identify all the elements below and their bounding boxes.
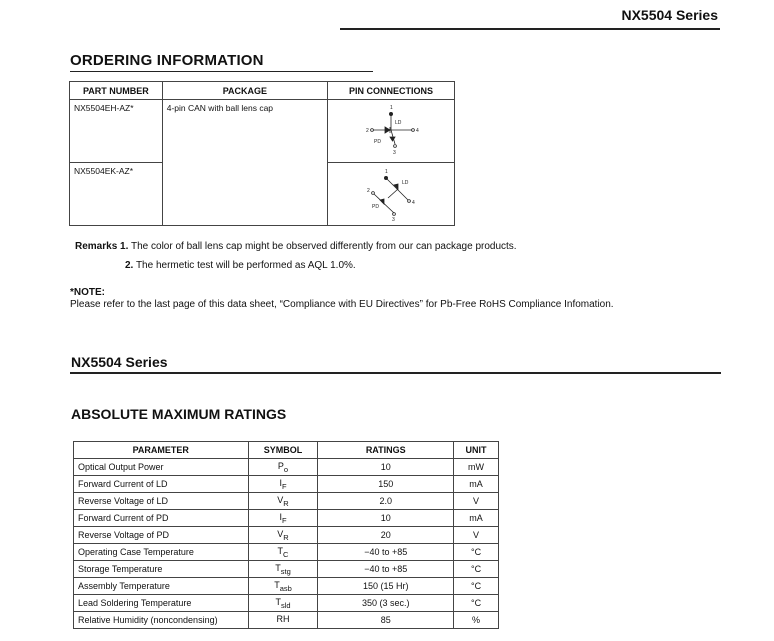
note-text: Please refer to the last page of this data sheet, “Compliance with EU Directives” for Pb-Free RoHS Compliance Infomation. [70, 299, 614, 310]
package-cell: 4-pin CAN with ball lens cap [162, 100, 327, 226]
note-label: *NOTE: [70, 287, 105, 298]
pin-2-label: 2 [367, 188, 371, 194]
common-link [388, 189, 398, 198]
table-row: Forward Current of PD $I_F$ 10 mA [74, 510, 499, 527]
note-block [70, 287, 614, 311]
ld-label: LD [395, 120, 402, 126]
col-ratings: RATINGS [318, 442, 454, 459]
pin-diagram-eh-cell [327, 100, 454, 163]
header-series: NX5504 Series [621, 7, 718, 23]
table-row: Operating Case Temperature $T_C$ −40 to +85 °C [74, 544, 499, 561]
pin-3-dot [393, 213, 396, 216]
section-rule [70, 372, 721, 374]
pin-4-label: 4 [412, 200, 416, 206]
pin-3-dot [394, 145, 397, 148]
pin-diagram-ek-cell [327, 163, 454, 226]
pd-label: PD [372, 204, 380, 210]
pin-connection-diagram-ek [328, 163, 453, 223]
pin-2-dot [371, 129, 374, 132]
remark-2: 2. The hermetic test will be performed as AQL 1.0%. [125, 260, 356, 271]
col-unit: UNIT [454, 442, 499, 459]
ordering-header-row [70, 82, 455, 100]
pin-1-label: 1 [390, 105, 394, 111]
pin-2-label: 2 [366, 128, 370, 134]
pin-connection-diagram-eh [328, 100, 453, 160]
ordering-title: ORDERING INFORMATION [70, 52, 264, 69]
pin-4-dot [408, 200, 411, 203]
col-pin-connections: PIN CONNECTIONS [327, 82, 454, 100]
pin-4-dot [412, 129, 415, 132]
table-row: Reverse Voltage of LD $V_R$ 2.0 V [74, 493, 499, 510]
table-row: Forward Current of LD $I_F$ 150 mA [74, 476, 499, 493]
ratings-table [73, 441, 499, 629]
col-part-number: PART NUMBER [70, 82, 163, 100]
pin-4-label: 4 [416, 128, 420, 134]
col-symbol: SYMBOL [248, 442, 318, 459]
part-number-cell: NX5504EH-AZ* [70, 100, 163, 163]
pin-3-label: 3 [392, 217, 396, 223]
pin-3-label: 3 [393, 150, 397, 156]
table-row: Relative Humidity (noncondensing) RH 85 % [74, 612, 499, 629]
table-row: Optical Output Power $P_o$ 10 mW [74, 459, 499, 476]
pd-diode-symbol [380, 199, 384, 204]
ordering-table [69, 81, 455, 226]
remarks-label: Remarks [75, 241, 118, 252]
part-number-cell: NX5504EK-AZ* [70, 163, 163, 226]
header-rule [340, 28, 720, 30]
section-series: NX5504 Series [71, 354, 168, 370]
ratings-header-row [74, 442, 499, 459]
remark-1: Remarks 1. The color of ball lens cap might be observed differently from our can package products. [75, 241, 517, 252]
table-row: Storage Temperature $T_{stg}$ −40 to +85 °C [74, 561, 499, 578]
table-row: Reverse Voltage of PD $V_R$ 20 V [74, 527, 499, 544]
pin-1-label: 1 [385, 169, 389, 175]
col-parameter: PARAMETER [74, 442, 249, 459]
ld-diode-symbol [385, 127, 390, 133]
table-row: Assembly Temperature $T_{asb}$ 150 (15 Hr) °C [74, 578, 499, 595]
col-package: PACKAGE [162, 82, 327, 100]
ld-label: LD [402, 180, 409, 186]
table-row [70, 100, 455, 163]
table-row: Lead Soldering Temperature $T_{sld}$ 350 (3 sec.) °C [74, 595, 499, 612]
ordering-title-rule [70, 71, 373, 72]
pd-label: PD [374, 139, 382, 145]
pin-2-dot [372, 192, 375, 195]
ratings-title: ABSOLUTE MAXIMUM RATINGS [71, 406, 287, 422]
